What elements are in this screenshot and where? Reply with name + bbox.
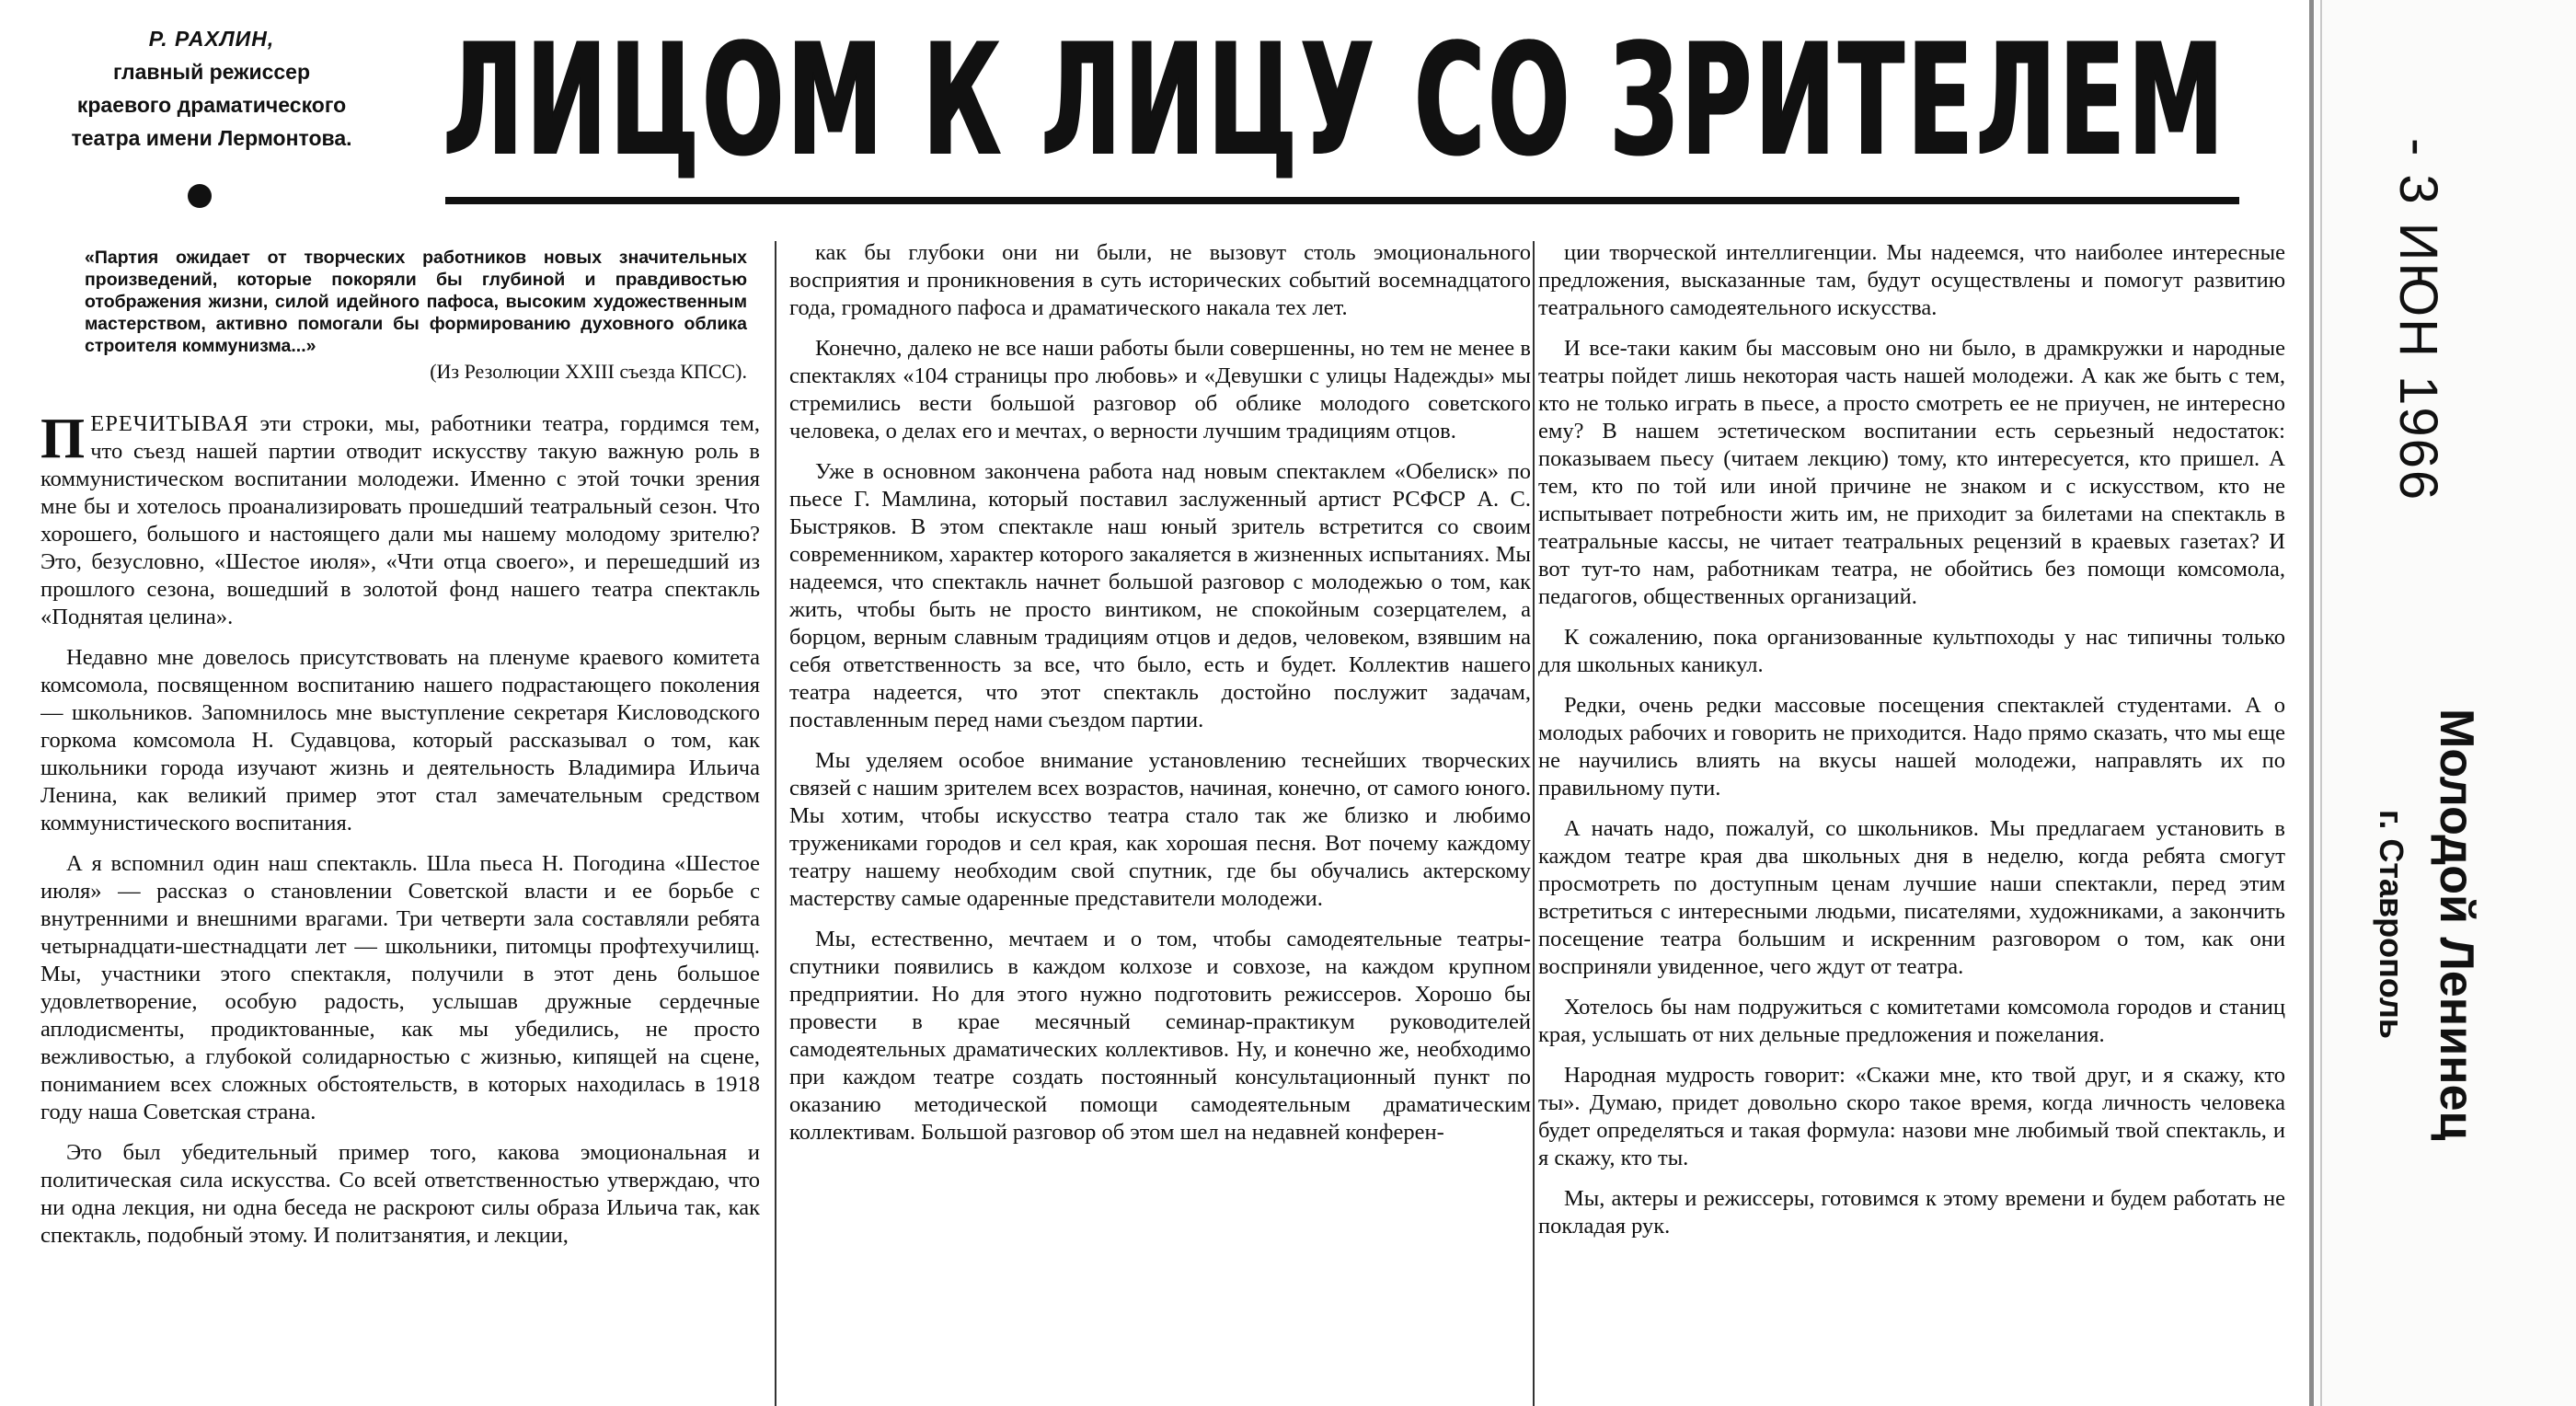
clipping-edge xyxy=(2309,0,2314,1406)
paragraph xyxy=(40,410,760,631)
author-name: Р. РАХЛИН, xyxy=(148,27,275,51)
paragraph: Мы уделяем особое внимание установлению теснейших творческих связей с нашим зрителем всех возрастов, начиная, конечно, от самого юного. Мы хотим, чтобы искусство театра стало так же близко и любимо тружениками городов и сел края, как хорошая песня. Вот почему каждому театру нашему необходим свой спутник, где бы обучались актерскому мастерству самые одаренные представители молодежи. xyxy=(789,748,1531,911)
column-3 xyxy=(1538,239,2285,1406)
column-divider xyxy=(775,241,776,1406)
paragraph: ции творческой интеллигенции. Мы надеемся, что наиболее интересные предложения, высказанные там, будут осуществлены и помогут развитию театрального самодеятельного искусства. xyxy=(1538,240,2285,320)
article-headline: ЛИЦОМ К ЛИЦУ СО ЗРИТЕЛЕМ xyxy=(443,10,2227,190)
paragraph: как бы глубоки они ни были, не вызовут столь эмоционального восприятия и проникновения в суть исторических событий восемнадцатого года, громадного пафоса и драматического накала тех лет. xyxy=(789,240,1531,320)
newspaper-name: Молодой Ленинец xyxy=(2430,709,2483,1141)
column-1 xyxy=(40,410,760,1404)
paragraph: Мы, естественно, мечтаем и о том, чтобы самодеятельные театры-спутники появились в каждом колхозе и совхозе, на каждом крупном предприятии. Но для этого нужно подготовить режиссеров. Хорошо бы провести в крае месячный семинар-практикум руководителей самодеятельных драматических коллективов. Ну, и конечно же, необходимо при каждом театре создать постоянный консультационный пункт по оказанию методической помощи самодеятельным драматическим коллективам. Большой разговор об этом шел на недавней конферен- xyxy=(789,927,1531,1145)
paragraph: Редки, очень редки массовые посещения спектаклей студентами. А о молодых рабочих и говорить не приходится. Надо прямо сказать, что мы еще не научились влиять на вкусы нашей молодежи, направлять их по правильному пути. xyxy=(1538,693,2285,801)
clipping-edge-shadow xyxy=(2320,0,2322,1406)
headline-rule xyxy=(445,197,2239,204)
bullet-dot xyxy=(188,184,212,208)
author-title-line-3: театра имени Лермонтова. xyxy=(71,126,352,150)
epigraph xyxy=(85,247,747,383)
drop-cap: П xyxy=(40,410,86,470)
epigraph-source: (Из Резолюции XXIII съезда КПСС). xyxy=(430,360,747,383)
author-title-line-1: главный режиссер xyxy=(112,60,311,84)
paragraph: К сожалению, пока организованные культпоходы у нас типичны только для школьных каникул. xyxy=(1538,625,2285,677)
newspaper-city: г. Ставрополь xyxy=(2373,810,2410,1039)
paragraph: Уже в основном закончена работа над новым спектаклем «Обелиск» по пьесе Г. Мамлина, который поставил заслуженный артист РСФСР А. С. Быстряков. В этом спектакле наш юный зритель встретится со своим современником, характер которого закаляется в жизненных испытаниях. Мы надеемся, что спектакль начнет большой разговор с молодежью о том, как жить, чтобы быть не просто винтиком, не спокойным созерцателем, а борцом, верным славным традициям отцов и дедов, человеком, взявшим на себя ответственность за все, что было, есть и будет. Коллектив нашего театра надеется, что этот спектакль достойно послужит задачам, поставленным перед нами съездом партии. xyxy=(789,459,1531,732)
paragraph: Народная мудрость говорит: «Скажи мне, кто твой друг, и я скажу, кто ты». Думаю, придет довольно скоро такое время, когда личность человека будет определяться и такая формула: назови мне любимый твой спектакль, и я скажу, кто ты. xyxy=(1538,1063,2285,1170)
author-byline xyxy=(37,22,386,155)
paragraph: Недавно мне довелось присутствовать на пленуме краевого комитета комсомола, посвященном воспитанию нашего подрастающего поколения — школьников. Запомнилось мне выступление секретаря Кисловодского горкома комсомола Н. Судавцова, который рассказывал о том, как школьники города изучают жизнь и деятельность Владимира Ильича Ленина, как великий пример этот стал замечательным средством коммунистического воспитания. xyxy=(40,645,760,836)
first-word: ЕРЕЧИТЫВАЯ xyxy=(90,411,249,436)
paragraph: Мы, актеры и режиссеры, готовимся к этому времени и будем работать не покладая рук. xyxy=(1538,1186,2285,1239)
column-divider xyxy=(1533,241,1535,1406)
paragraph: Хотелось бы нам подружиться с комитетами комсомола городов и станиц края, услышать от них дельные предложения и пожелания. xyxy=(1538,995,2285,1047)
paragraph: А начать надо, пожалуй, со школьников. Мы предлагаем установить в каждом театре края два школьных дня в неделю, когда ребята смогут просмотреть по доступным ценам лучшие наши спектакли, перед этим встретиться с интересными людьми, писателями, художниками, а закончить посещение театра большим и искренним разговором о том, как они восприняли увиденное, чего ждут от театра. xyxy=(1538,816,2285,979)
epigraph-quote: «Партия ожидает от творческих работников новых значительных произведений, которые покоряли бы глубиной и правдивостью отображения жизни, силой идейного пафоса, высоким художественным мастерством, активно помогали бы формированию духовного облика строителя коммунизма...» xyxy=(85,248,747,356)
paragraph: Конечно, далеко не все наши работы были совершенны, но тем не менее в спектаклях «104 страницы про любовь» и «Девушки с улицы Надежды» мы стремились вести большой разговор об облике молодого советского человека, о делах его и мечтах, о верности лучшим традициям отцов. xyxy=(789,336,1531,444)
paragraph: А я вспомнил один наш спектакль. Шла пьеса Н. Погодина «Шестое июля» — рассказ о становлении Советской власти и ее борьбе с внутренними и внешними врагами. Три четверти зала составляли ребята четырнадцати-шестнадцати лет — школьники, питомцы профтехучилищ. Мы, участники этого спектакля, получили в этот день большое удовлетворение, особую радость, услышав дружные сердечные аплодисменты, продиктованные, как мы убедились, не просто вежливостью, а глубокой солидарностью с жизнью, кипящей на сцене, пониманием всех сложных обстоятельств, в которых находилась в 1918 году наша Советская страна. xyxy=(40,851,760,1124)
column-2 xyxy=(789,239,1531,1406)
date-stamp: - 3 ИЮН 1966 xyxy=(2388,138,2448,502)
author-title-line-2: краевого драматического xyxy=(76,93,347,117)
paragraph: И все-таки каким бы массовым оно ни было, в драмкружки и народные театры пойдет лишь некоторая часть нашей молодежи. А как же быть с тем, кто не только играть в пьесе, а просто смотреть ее не приучен, не интересно ему? В нашем эстетическом воспитании есть серьезный недостаток: показываем пьесу (читаем лекцию) тому, кто интересуется, кто пришел. А тем, кто по той или иной причине не знаком и с искусством, кто не испытывает потребности жить им, не приходит за билетами на спектакль в театральные кассы, не читает театральных рецензий в краевых газетах? И вот тут-то нам, работникам театра, не обойтись без помощи комсомола, педагогов, общественных организаций. xyxy=(1538,336,2285,609)
paragraph-text: эти строки, мы, работники театра, гордимся тем, что съезд нашей партии отводит искусству такую важную роль в коммунистическом воспитании молодежи. Именно с этой точки зрения мне бы и хотелось проанализировать прошедший театральный сезон. Что хорошего, большого и настоящего дали мы нашему молодому зрителю? Это, безусловно, «Шестое июля», «Чти отца своего», и перешедший из прошлого сезона, вошедший в золотой фонд нашего театра спектакль «Поднятая целина». xyxy=(40,411,760,629)
paragraph: Это был убедительный пример того, какова эмоциональная и политическая сила искусства. Со всей ответственностью утверждаю, что ни одна лекция, ни одна беседа не раскроют силы образа Ильича так, как спектакль, подобный этому. И политзанятия, и лекции, xyxy=(40,1140,760,1248)
